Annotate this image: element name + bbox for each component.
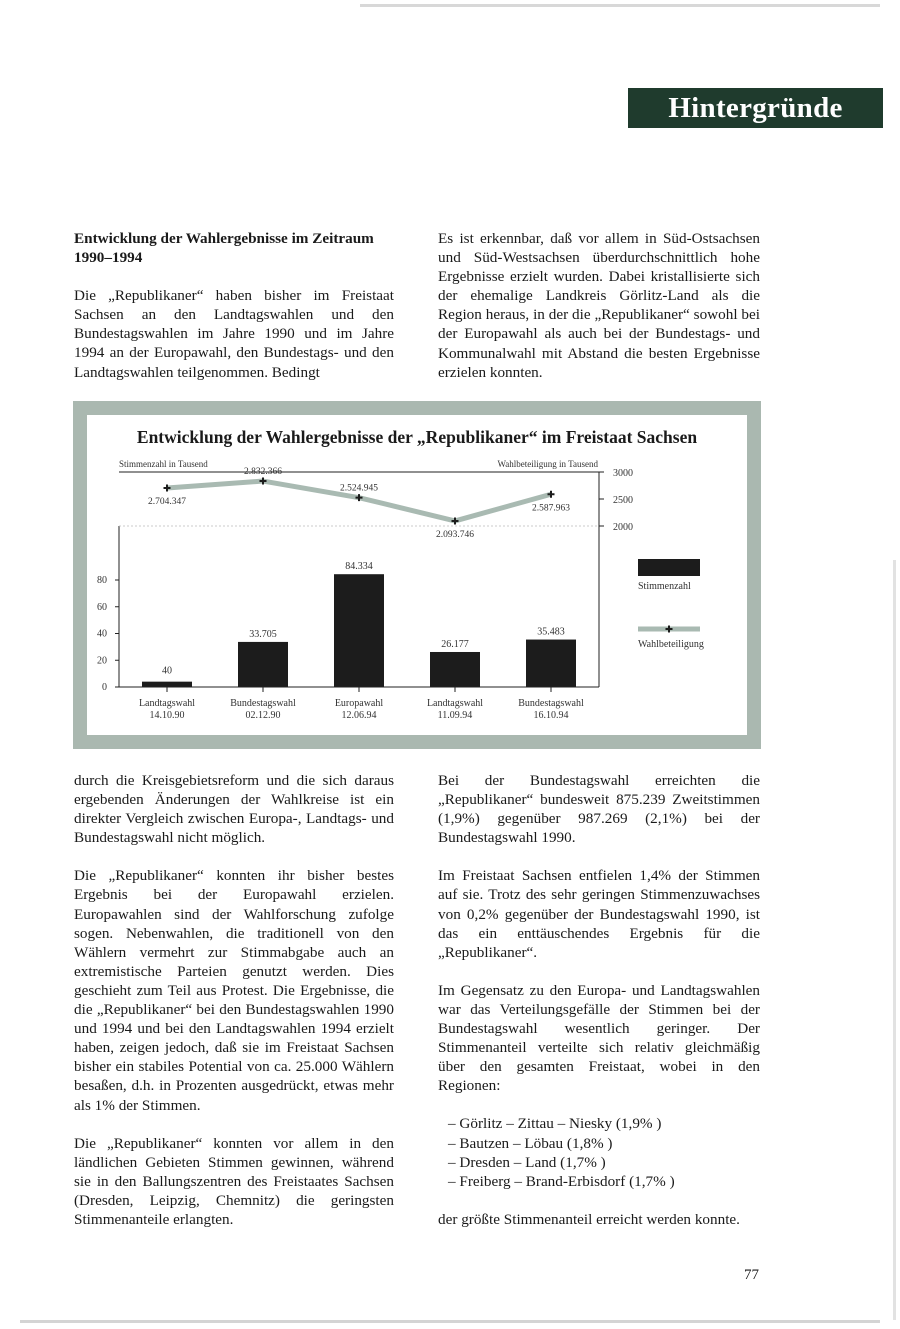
line-value-label: 2.832.366 (244, 467, 282, 478)
category-label: Landtagswahl (138, 698, 196, 709)
chart-panel (87, 415, 747, 735)
left-tick-label: 40 (97, 628, 107, 640)
paragraph: Es ist erkennbar, daß vor allem in Süd-Ostsachsen und Süd-Westsachsen überdurchschnittlich hohe Ergebnisse erzielt wurden. Dabei kristallisierte sich der ehemalige Landkreis Görlitz-Land als die Region heraus, in der die „Republikaner“ sowohl bei der Europawahl als auch bei der Bundestags- und Kommunalwahl mit Abstand die besten Ergebnisse erzielen konnten. (438, 230, 760, 381)
right-column-top (438, 229, 760, 401)
bar (430, 652, 480, 687)
section-heading: Entwicklung der Wahlergebnisse im Zeitraum 1990–1994 (74, 230, 374, 267)
legend-swatch-bar (638, 559, 700, 576)
left-tick-label: 80 (97, 575, 107, 586)
list-item: – Bautzen – Löbau (1,8% ) (448, 1134, 613, 1152)
bar (526, 640, 576, 687)
left-tick-label: 20 (97, 655, 107, 667)
bar-value-label: 33.705 (249, 628, 277, 640)
right-tick-label: 3000 (613, 468, 633, 479)
line-value-label: 2.587.963 (532, 503, 570, 514)
category-date-label: 16.10.94 (533, 710, 569, 721)
paragraph: Im Gegensatz zu den Europa- und Landtagswahlen war das Verteilungsgefälle der Stimmen bei der Bundestagswahl wesentlich geringer. Der Stimmenanteil verteilte sich relativ gleichmäßig über den gesamten Freistaat, wobei in den Regionen: (438, 981, 760, 1095)
category-label: Landtagswahl (426, 698, 484, 709)
paragraph: Im Freistaat Sachsen entfielen 1,4% der Stimmen auf sie. Trotz des sehr geringen Stimmenzuwachses von 0,2% gegenüber der Bundestagswahl 1990, ist das ein enttäuschendes Ergebnis für die „Republikaner“. (438, 867, 760, 961)
chart-title: Entwicklung der Wahlergebnisse der „Republikaner“ im Freistaat Sachsen (136, 427, 698, 447)
bar-value-label: 84.334 (345, 561, 373, 573)
list-item: – Freiberg – Brand-Erbisdorf (1,7% ) (448, 1172, 675, 1190)
category-label: Bundestagswahl (518, 698, 584, 709)
category-date-label: 12.06.94 (341, 710, 377, 721)
left-tick-label: 60 (97, 601, 107, 613)
left-tick-label: 0 (102, 682, 107, 693)
paragraph: Die „Republikaner“ konnten ihr bisher bestes Ergebnis bei der Europawahl erzielen. Europawahlen sind der Wahlforschung zufolge sogen. Nebenwahlen, die traditionell von den Wählern vermehrt zur Stimmabgabe auch an extremistische Parteien genutzt werden. Dies geschieht zum Teil aus Protest. Die Ergebnisse, die die „Republikaner“ bei den Bundestagswahlen 1990 und 1994 und bei den Landtagswahlen 1994 erzielt haben, zeigen jedoch, daß sie im Freistaat Sachsen bisher ein stabiles Potential von ca. 25.000 Wählern besaßen, d.h. in Prozenten ausgedrückt, etwas mehr als 1% der Stimmen. (74, 867, 394, 1114)
bottom-rule (20, 1320, 880, 1323)
bar (142, 682, 192, 687)
right-column-bottom (438, 771, 760, 1248)
paragraph: Bei der Bundestagswahl erreichten die „Republikaner“ bundesweit 875.239 Zweitstimmen (1,9%) gegenüber 987.269 (2,1%) bei der Bundestagswahl 1990. (438, 772, 760, 847)
category-date-label: 14.10.90 (149, 710, 185, 721)
category-date-label: 11.09.94 (437, 710, 473, 721)
bar (238, 642, 288, 687)
list-item: – Görlitz – Zittau – Niesky (1,9% ) (448, 1115, 662, 1133)
left-column-top (74, 229, 394, 401)
bar (334, 574, 384, 687)
right-tick-label: 2500 (613, 495, 633, 506)
edge-shadow (893, 560, 896, 1320)
category-label: Bundestagswahl (230, 698, 296, 709)
category-label: Europawahl (334, 698, 384, 709)
chart-figure (73, 401, 761, 749)
right-tick-label: 2000 (613, 522, 633, 533)
left-column-bottom (74, 771, 394, 1248)
region-list (438, 1114, 760, 1190)
legend-label: Stimmenzahl (638, 581, 691, 592)
list-item: – Dresden – Land (1,7% ) (448, 1153, 606, 1171)
paragraph: durch die Kreisgebietsreform und die sich daraus ergebenden Änderungen der Wahlkreise ist ein direkter Vergleich zwischen Europa-, Landtags- und Bundestagswahl nicht möglich. (74, 772, 394, 847)
legend-label: Wahlbeteiligung (638, 639, 704, 650)
paragraph: Die „Republikaner“ konnten vor allem in den ländlichen Gebieten Stimmen gewinnen, während sie in den Ballungszentren des Freistaates Sachsen (Dresden, Leipzig, Chemnitz) die geringsten Stimmenanteile erlangten. (74, 1134, 394, 1228)
line-value-label: 2.093.746 (436, 529, 474, 540)
paragraph: Die „Republikaner“ haben bisher im Freistaat Sachsen an den Landtagswahlen und den Bundestagswahlen im Jahre 1990 und im Jahre 1994 an der Europawahl, den Bundestags- und den Landtagswahlen teilgenommen. Bedingt (74, 287, 394, 381)
chart-svg (87, 415, 747, 735)
category-date-label: 02.12.90 (245, 710, 281, 721)
top-rule (360, 4, 880, 7)
line-value-label: 2.524.945 (340, 483, 378, 494)
page-number: 77 (744, 1267, 759, 1283)
bar-value-label: 35.483 (537, 626, 565, 638)
bar-value-label: 26.177 (441, 638, 469, 650)
bar-value-label: 40 (162, 665, 172, 677)
paragraph: der größte Stimmenanteil erreicht werden konnte. (438, 1210, 740, 1228)
left-axis-label: Stimmenzahl in Tausend (119, 459, 208, 469)
line-value-label: 2.704.347 (148, 496, 186, 507)
right-axis-label: Wahlbeteiligung in Tausend (497, 459, 598, 469)
section-tab: Hintergründe (628, 88, 883, 128)
